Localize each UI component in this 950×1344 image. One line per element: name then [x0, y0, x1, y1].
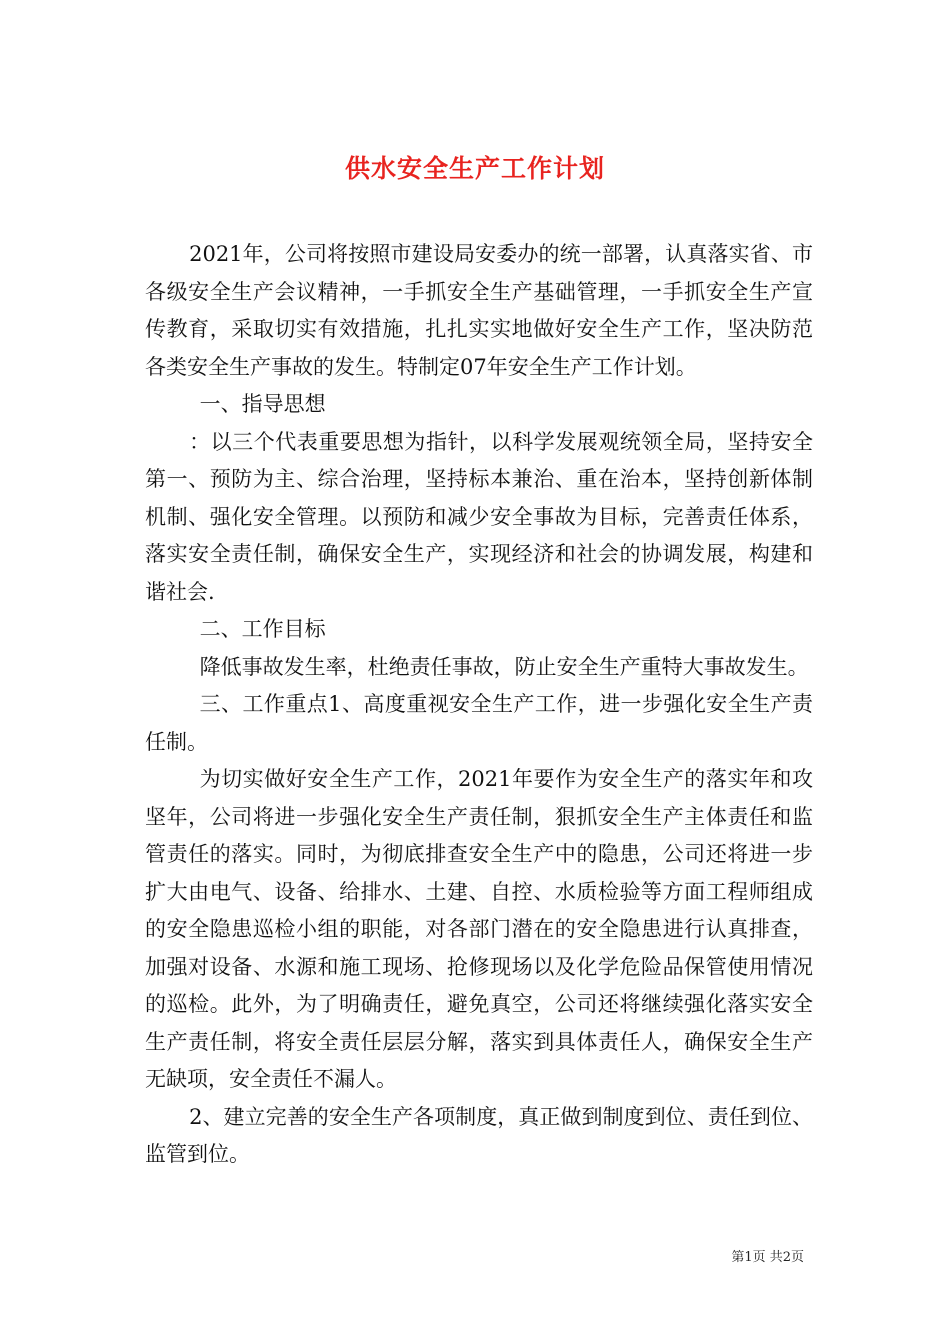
section-heading-guiding-ideology: 一、指导思想: [199, 392, 326, 416]
section-heading-work-focus: 三、工作重点1、高度重视安全生产工作，进一步强化安全生产责任制。: [145, 692, 813, 754]
work-focus-paragraph: 为切实做好安全生产工作，2021年要作为安全生产的落实年和攻坚年，公司将进一步强化安全生产责任制，狠抓安全生产主体责任和监管责任的落实。同时，为彻底排查安全生产中的隐患，公司还将进一步扩大由电气、设备、给排水、土建、自控、水质检验等方面工程师组成的安全隐患巡检小组的职能，对各部门潜在的安全隐患进行认真排查，加强对设备、水源和施工现场、抢修现场以及化学危险品保管使用情况的巡检。此外，为了明确责任，避免真空，公司还将继续强化落实安全生产责任制，将安全责任层层分解，落实到具体责任人，确保安全生产无缺项，安全责任不漏人。: [145, 767, 813, 1091]
regulations-paragraph: 2、建立完善的安全生产各项制度，真正做到制度到位、责任到位、监管到位。: [145, 1104, 813, 1166]
section-heading-work-goals: 二、工作目标: [199, 617, 326, 641]
work-goals-paragraph: 降低事故发生率，杜绝责任事故，防止安全生产重特大事故发生。: [199, 654, 809, 679]
guiding-ideology-paragraph: ：以三个代表重要思想为指针，以科学发展观统领全局，坚持安全第一、预防为主、综合治理，坚持标本兼治、重在治本，坚持创新体制机制、强化安全管理。以预防和减少安全事故为目标，完善责任体系，落实安全责任制，确保安全生产，实现经济和社会的协调发展，构建和谐社会.: [145, 429, 813, 604]
page-number: 第1页 共2页: [731, 1250, 804, 1265]
intro-paragraph: 2021年，公司将按照市建设局安委办的统一部署，认真落实省、市各级安全生产会议精神，一手抓安全生产基础管理，一手抓安全生产宣传教育，采取切实有效措施，扎扎实实地做好安全生产工作，坚决防范各类安全生产事故的发生。特制定07年安全生产工作计划。: [145, 242, 813, 379]
document-body: [145, 236, 813, 1174]
document-title: 供水安全生产工作计划: [344, 153, 605, 183]
